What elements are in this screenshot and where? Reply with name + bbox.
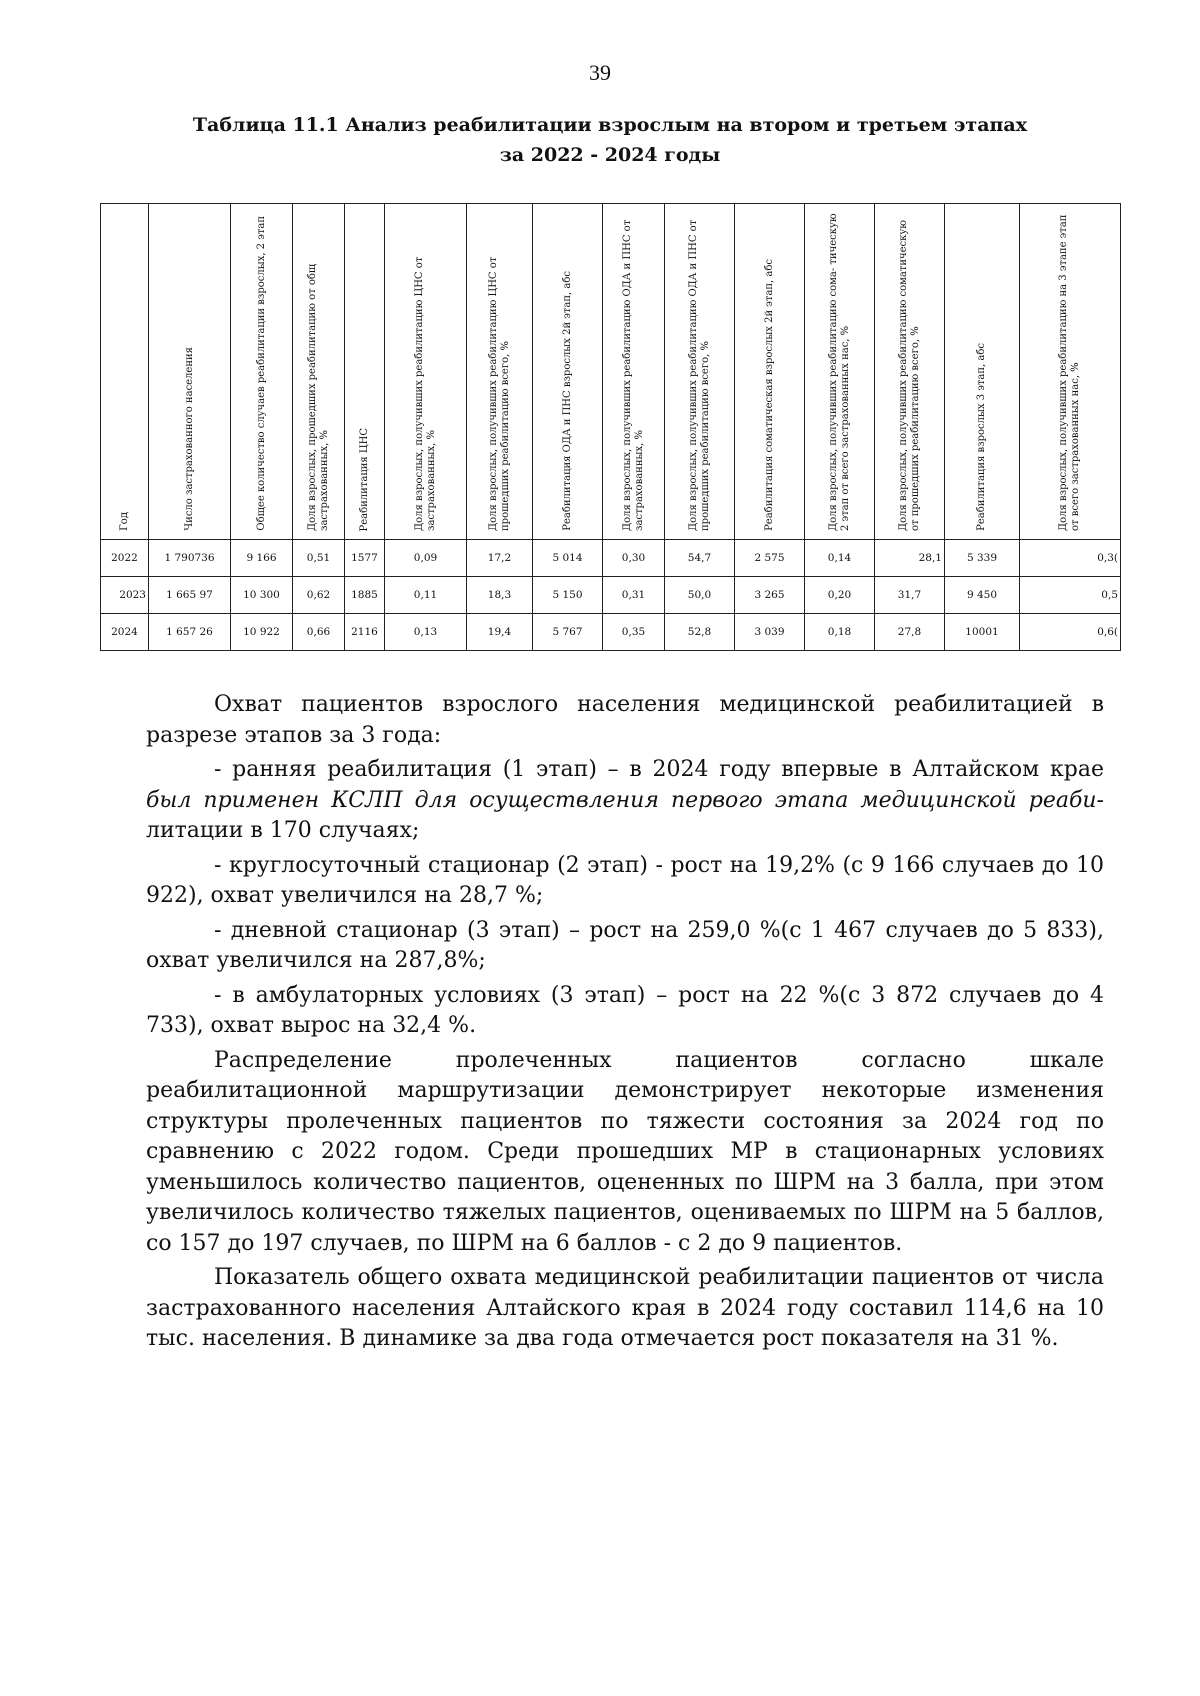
table-cell: 0,31 [603, 577, 665, 614]
table-cell: 9 450 [945, 577, 1020, 614]
header-cell: Доля взрослых, получивших реабилитацию ОДА и ПНС от прошедших реабилитацию всего, % [665, 204, 735, 540]
table-cell: 0,35 [603, 614, 665, 651]
header-cell: Доля взрослых, прошедших реабилитацию от общ застрахованных, % [293, 204, 345, 540]
table-cell: 10 300 [231, 577, 293, 614]
table-header-row [101, 204, 1121, 540]
page-number: 39 [589, 60, 611, 85]
table-cell: 2023 [101, 577, 149, 614]
table-cell: 5 767 [533, 614, 603, 651]
table-cell: 31,7 [875, 577, 945, 614]
body-text [146, 690, 1104, 1359]
rehab-table [100, 203, 1121, 651]
table-cell: 0,11 [385, 577, 467, 614]
paragraph-outpatient: - в амбулаторных условиях (3 этап) – рост на 22 %(с 3 872 случаев до 4 733), охват вырос на 32,4 %. [146, 982, 1104, 1038]
header-cell: Число застрахованного населения [149, 204, 231, 540]
header-cell: Доля взрослых, получивших реабилитацию сома- тическую 2 этап от всего застрахованных нас, % [805, 204, 875, 540]
header-cell: Реабилитация ОДА и ПНС взрослых 2й этап, абс [533, 204, 603, 540]
table-cell: 0,62 [293, 577, 345, 614]
rehab-table-wrapper [100, 203, 1120, 651]
table-cell: 0,20 [805, 577, 875, 614]
table-cell: 2022 [101, 540, 149, 577]
paragraph-day-hospital: - дневной стационар (3 этап) – рост на 259,0 %(с 1 467 случаев до 5 833), охват увеличился на 287,8%; [146, 917, 1104, 973]
header-cell: Реабилитация соматическая взрослых 2й этап, абс [735, 204, 805, 540]
table-cell: 5 339 [945, 540, 1020, 577]
table-row [101, 540, 1121, 577]
table-cell: 0,5 [1020, 577, 1121, 614]
header-cell: Доля взрослых, получивших реабилитацию ЦНС от застрахованных, % [385, 204, 467, 540]
table-cell: 1 657 26 [149, 614, 231, 651]
table-cell: 18,3 [467, 577, 533, 614]
table-cell: 0,14 [805, 540, 875, 577]
header-cell: Реабилитация взрослых 3 этап, абс [945, 204, 1020, 540]
paragraph-total-coverage: Показатель общего охвата медицинской реабилитации пациентов от числа застрахованного населения Алтайского края в 2024 году составил 114,6 на 10 тыс. населения. В динамике за два года отмечается рост показателя на 31 %. [146, 1265, 1104, 1351]
table-row [101, 577, 1121, 614]
table-cell: 0,66 [293, 614, 345, 651]
table-cell: 3 039 [735, 614, 805, 651]
table-cell: 10 922 [231, 614, 293, 651]
table-cell: 10001 [945, 614, 1020, 651]
table-cell: 54,7 [665, 540, 735, 577]
header-cell: Доля взрослых, получивших реабилитацию ОДА и ПНС от застрахованных, % [603, 204, 665, 540]
header-cell: Доля взрослых, получивших реабилитацию ЦНС от прошедших реабилитацию всего, % [467, 204, 533, 540]
table-cell: 28,1 [875, 540, 945, 577]
table-cell: 5 150 [533, 577, 603, 614]
table-cell: 1885 [345, 577, 385, 614]
table-title-line2: за 2022 - 2024 годы [499, 144, 721, 166]
table-cell: 0,3( [1020, 540, 1121, 577]
header-cell: Год [101, 204, 149, 540]
header-cell: Реабилитация ЦНС [345, 204, 385, 540]
table-title [130, 110, 1090, 170]
table-cell: 0,09 [385, 540, 467, 577]
table-cell: 52,8 [665, 614, 735, 651]
table-cell: 1 665 97 [149, 577, 231, 614]
table-cell: 17,2 [467, 540, 533, 577]
table-cell: 3 265 [735, 577, 805, 614]
header-cell: Доля взрослых, получивших реабилитацию соматическую от прошедших реабилитацию всего, % [875, 204, 945, 540]
table-cell: 2 575 [735, 540, 805, 577]
table-cell: 1 790736 [149, 540, 231, 577]
table-cell: 0,13 [385, 614, 467, 651]
table-cell: 1577 [345, 540, 385, 577]
table-cell: 0,18 [805, 614, 875, 651]
table-cell: 0,6( [1020, 614, 1121, 651]
table-cell: 0,51 [293, 540, 345, 577]
table-cell: 5 014 [533, 540, 603, 577]
table-cell: 9 166 [231, 540, 293, 577]
table-row [101, 614, 1121, 651]
table-cell: 2024 [101, 614, 149, 651]
header-cell: Доля взрослых, получивших реабилитацию на 3 этапе этап от всего застрахованных нас, % [1020, 204, 1121, 540]
table-cell: 19,4 [467, 614, 533, 651]
paragraph-early-rehab: - ранняя реабилитация (1 этап) – в 2024 году впервые в Алтайском крае был применен КСЛП для осуществления первого этапа медицинской реаби- литации в 170 случаях; [146, 757, 1104, 843]
table-cell: 50,0 [665, 577, 735, 614]
table-title-line1: Таблица 11.1 Анализ реабилитации взрослым на втором и третьем этапах [192, 114, 1028, 136]
header-cell: Общее количество случаев реабилитации взрослых, 2 этап [231, 204, 293, 540]
table-cell: 2116 [345, 614, 385, 651]
paragraph-round-clock: - круглосуточный стационар (2 этап) - рост на 19,2% (с 9 166 случаев до 10 922), охват увеличился на 28,7 %; [146, 852, 1104, 908]
table-cell: 0,30 [603, 540, 665, 577]
paragraph-distribution: Распределение пролеченных пациентов согласно шкале реабилитационной маршрутизации демонстрирует некоторые изменения структуры пролеченных пациентов по тяжести состояния за 2024 год по сравнению с 2022 годом. Среди прошедших МР в стационарных условиях уменьшилось количество пациентов, оцененных по ШРМ на 3 балла, при этом увеличилось количество тяжелых пациентов, оцениваемых по ШРМ на 5 баллов, со 157 до 197 случаев, по ШРМ на 6 баллов - с 2 до 9 пациентов. [146, 1047, 1104, 1256]
paragraph-coverage-intro: Охват пациентов взрослого населения медицинской реабилитацией в разрезе этапов за 3 года: [146, 692, 1104, 748]
table-cell: 27,8 [875, 614, 945, 651]
